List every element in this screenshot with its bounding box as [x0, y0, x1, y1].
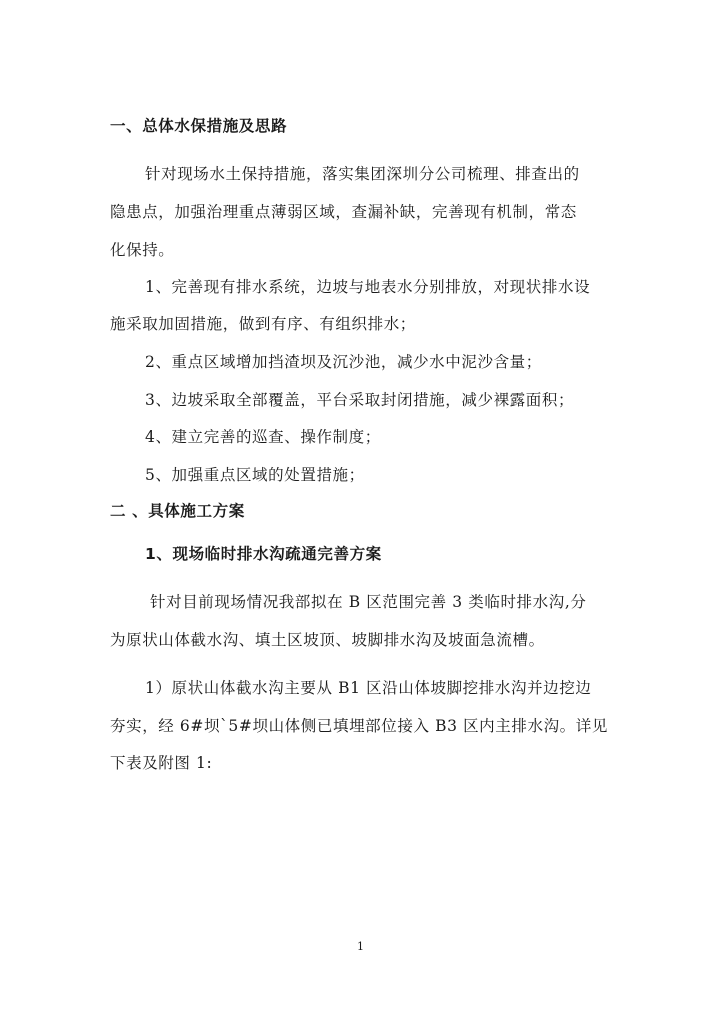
list-item-1-line-2: 施采取加固措施，做到有序、有组织排水； [110, 315, 416, 333]
intro-paragraph-line-1: 针对现场水土保持措施，落实集团深圳分公司梳理、排查出的 [145, 165, 580, 183]
list-item-3: 3、边坡采取全部覆盖，平台采取封闭措施，减少裸露面积； [145, 391, 575, 409]
section-1-heading: 一、总体水保措施及思路 [110, 117, 288, 135]
list-item-4: 4、建立完善的巡查、操作制度； [145, 428, 381, 446]
list-item-5: 5、加强重点区域的处置措施； [145, 466, 365, 484]
subsection-1-heading: 1、现场临时排水沟疏通完善方案 [145, 545, 382, 563]
paragraph-2-line-1: 针对目前现场情况我部拟在 B 区范围完善 3 类临时排水沟,分 [150, 593, 587, 611]
paragraph-3-line-1: 1）原状山体截水沟主要从 B1 区沿山体坡脚挖排水沟并边挖边 [145, 679, 592, 697]
intro-paragraph-line-2: 隐患点，加强治理重点薄弱区域，查漏补缺，完善现有机制，常态 [110, 203, 577, 221]
page-number: 1 [357, 940, 364, 953]
section-2-heading: 二 、具体施工方案 [110, 502, 245, 520]
paragraph-3-line-3: 下表及附图 1: [110, 754, 213, 772]
intro-paragraph-line-3: 化保持。 [110, 241, 175, 259]
paragraph-2-line-2: 为原状山体截水沟、填土区坡顶、坡脚排水沟及坡面急流槽。 [110, 631, 545, 649]
paragraph-3-line-2: 夯实，经 6#坝`5#坝山体侧已填埋部位接入 B3 区内主排水沟。详见 [110, 717, 608, 735]
list-item-1-line-1: 1、完善现有排水系统，边坡与地表水分别排放，对现状排水设 [145, 278, 591, 296]
list-item-2: 2、重点区域增加挡渣坝及沉沙池，减少水中泥沙含量； [145, 353, 542, 371]
